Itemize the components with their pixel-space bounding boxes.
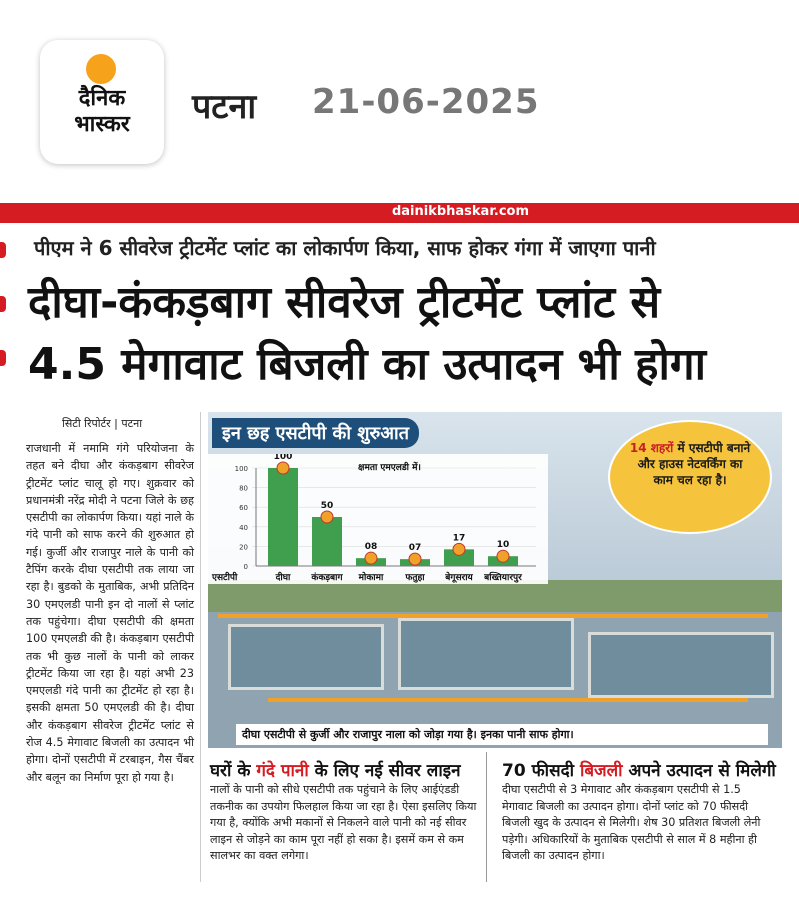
kicker-headline: पीएम ने 6 सीवरेज ट्रीटमेंट प्लांट का लोकार्पण किया, साफ होकर गंगा में जाएगा पानी	[34, 236, 656, 260]
x-tick-label: बेगूसराय	[445, 573, 473, 583]
y-tick-label: 40	[239, 523, 248, 532]
bar-marker	[409, 553, 421, 565]
x-axis-title: एसटीपी	[212, 573, 238, 583]
x-tick-label: मोकामा	[358, 573, 384, 583]
y-tick-label: 80	[239, 484, 248, 493]
logo-line1: दैनिक	[78, 86, 126, 111]
bar-marker	[453, 543, 465, 555]
app-header	[0, 0, 799, 200]
bar-value-label: 50	[320, 501, 334, 511]
section3-head-pre: 70 फीसदी	[502, 761, 575, 781]
capacity-chart	[208, 454, 548, 584]
plant-photo-figure	[208, 412, 782, 748]
bar-marker	[365, 552, 377, 564]
headline-line1: दीघा-कंकड़बाग सीवरेज ट्रीटमेंट प्लांट से	[28, 277, 661, 328]
article-paragraph: राजधानी में नमामि गंगे परियोजना के तहत बने दीघा और कंकड़बाग सीवरेज ट्रीटमेंट प्लांट चालू हो गए। शुक्रवार को प्रधानमंत्री नरेंद्र मोदी ने पटना जिले के छह एसटीपी का लोकार्पण किया। यहां नाले के गंदे पानी को साफ करने की शुरुआत हो गई। कुर्जी और राजापुर नाले के पानी को टैपिंग करके दीघा एसटीपी तक लाया जा रहा है। बुडको के मुताबिक, अभी प्रतिदिन 30 एमएलडी पानी इन दो नालों से प्लांट तक पहुंचेगा। दीघा एसटीपी की क्षमता 100 एमएलडी की है। कंकड़बाग एसटीपी तक भी कुछ नालों के पानी को लाकर ट्रीटमेंट किया जा रहा है। यहां अभी 23 एमएलडी गंदे पानी का ट्रीटमेंट हो रहा है। इसकी क्षमता 50 एमएलडी की है। दीघा और कंकड़बाग सीवरेज ट्रीटमेंट प्लांट से रोज 4.5 मेगावाट बिजली का उत्पादन भी होगा। दोनों एसटीपी में टरबाइन, गैस चैंबर और बलून का निर्माण पूरा हो गया है।	[26, 442, 194, 784]
callout-emphasis: 14 शहरों	[629, 441, 674, 455]
callout-rest: में एसटीपी बनाने और हाउस नेटवर्किंग का काम चल रहा है।	[637, 441, 751, 487]
section-divider	[486, 752, 487, 882]
headline-line2: 4.5 मेगावाट बिजली का उत्पादन भी होगा	[28, 339, 707, 390]
section3-head-red: बिजली	[579, 761, 623, 781]
section2-head-pre: घरों के	[210, 761, 251, 781]
logo-line2: भास्कर	[74, 112, 130, 137]
section2-body: नालों के पानी को सीधे एसटीपी तक पहुंचाने के लिए आईएंडडी तकनीक का उपयोग फिलहाल किया जा रहा है। ऐसा इसलिए किया गया है, क्योंकि अभी मकानों से निकलने वाले पानी को नई सीवर लाइन से जोड़ने का काम पूरा नहीं हो सका है। इसमें कम से कम सालभर का वक्त लगेगा।	[210, 783, 477, 863]
walkway-rail	[218, 614, 768, 618]
bar-value-label: 100	[273, 454, 293, 462]
bar-value-label: 08	[364, 542, 378, 553]
cities-callout	[608, 420, 772, 534]
y-tick-label: 60	[239, 504, 248, 513]
treatment-basin	[588, 632, 774, 698]
margin-marker	[0, 296, 6, 312]
logo-text	[50, 86, 154, 138]
chart-bar	[268, 468, 298, 566]
section3-heading	[502, 758, 776, 781]
chart-unit-label: क्षमता एमएलडी में।	[358, 463, 421, 473]
callout-text	[628, 440, 752, 488]
photo-caption: दीघा एसटीपी से कुर्जी और राजापुर नाला को जोड़ा गया है। इनका पानी साफ होगा।	[236, 724, 768, 745]
site-url: dainikbhaskar.com	[391, 204, 529, 219]
main-headline	[28, 272, 788, 396]
y-tick-label: 0	[243, 563, 248, 571]
bar-value-label: 07	[408, 543, 422, 554]
x-tick-label: दीघा	[275, 573, 291, 583]
section2-head-post: के लिए नई सीवर लाइन	[314, 761, 461, 781]
treatment-basin	[228, 624, 384, 690]
margin-marker	[0, 350, 6, 366]
y-tick-label: 100	[234, 465, 248, 473]
x-tick-label: बख्तियारपुर	[484, 573, 522, 583]
section3-head-post: अपने उत्पादन से मिलेगी	[628, 761, 776, 781]
treatment-basin	[398, 618, 574, 690]
column-divider	[200, 412, 201, 882]
edition-date: 21-06-2025	[312, 82, 540, 122]
figure-title: इन छह एसटीपी की शुरुआत	[212, 418, 419, 448]
bar-marker	[277, 462, 289, 474]
capacity-chart-svg	[208, 454, 548, 584]
y-tick-label: 20	[239, 543, 248, 552]
article-body-left	[26, 440, 194, 786]
x-tick-label: फतुहा	[405, 573, 425, 583]
section2-heading	[210, 758, 461, 781]
city-name: पटना	[192, 87, 257, 127]
x-tick-label: कंकड़बाग	[311, 573, 343, 583]
walkway-rail	[268, 698, 748, 702]
margin-marker	[0, 242, 6, 258]
bar-value-label: 10	[496, 540, 510, 551]
bar-marker	[497, 550, 509, 562]
newspaper-logo[interactable]	[40, 40, 164, 164]
bar-marker	[321, 511, 333, 523]
section2-head-red: गंदे पानी	[256, 761, 309, 781]
byline: सिटी रिपोर्टर | पटना	[62, 417, 143, 430]
sun-icon	[86, 54, 116, 84]
section3-body: दीघा एसटीपी से 3 मेगावाट और कंकड़बाग एसटीपी से 1.5 मेगावाट बिजली का उत्पादन होगा। दोनों प्लांट को 70 फीसदी बिजली खुद के उत्पादन से मिलेगी। शेष 30 प्रतिशत बिजली लेनी पड़ेगी। अधिकारियों के मुताबिक एसटीपी से साल में 8 महीना ही बिजली का उत्पादन होगा।	[502, 783, 761, 863]
chart-bar	[312, 517, 342, 566]
bar-value-label: 17	[452, 533, 466, 544]
